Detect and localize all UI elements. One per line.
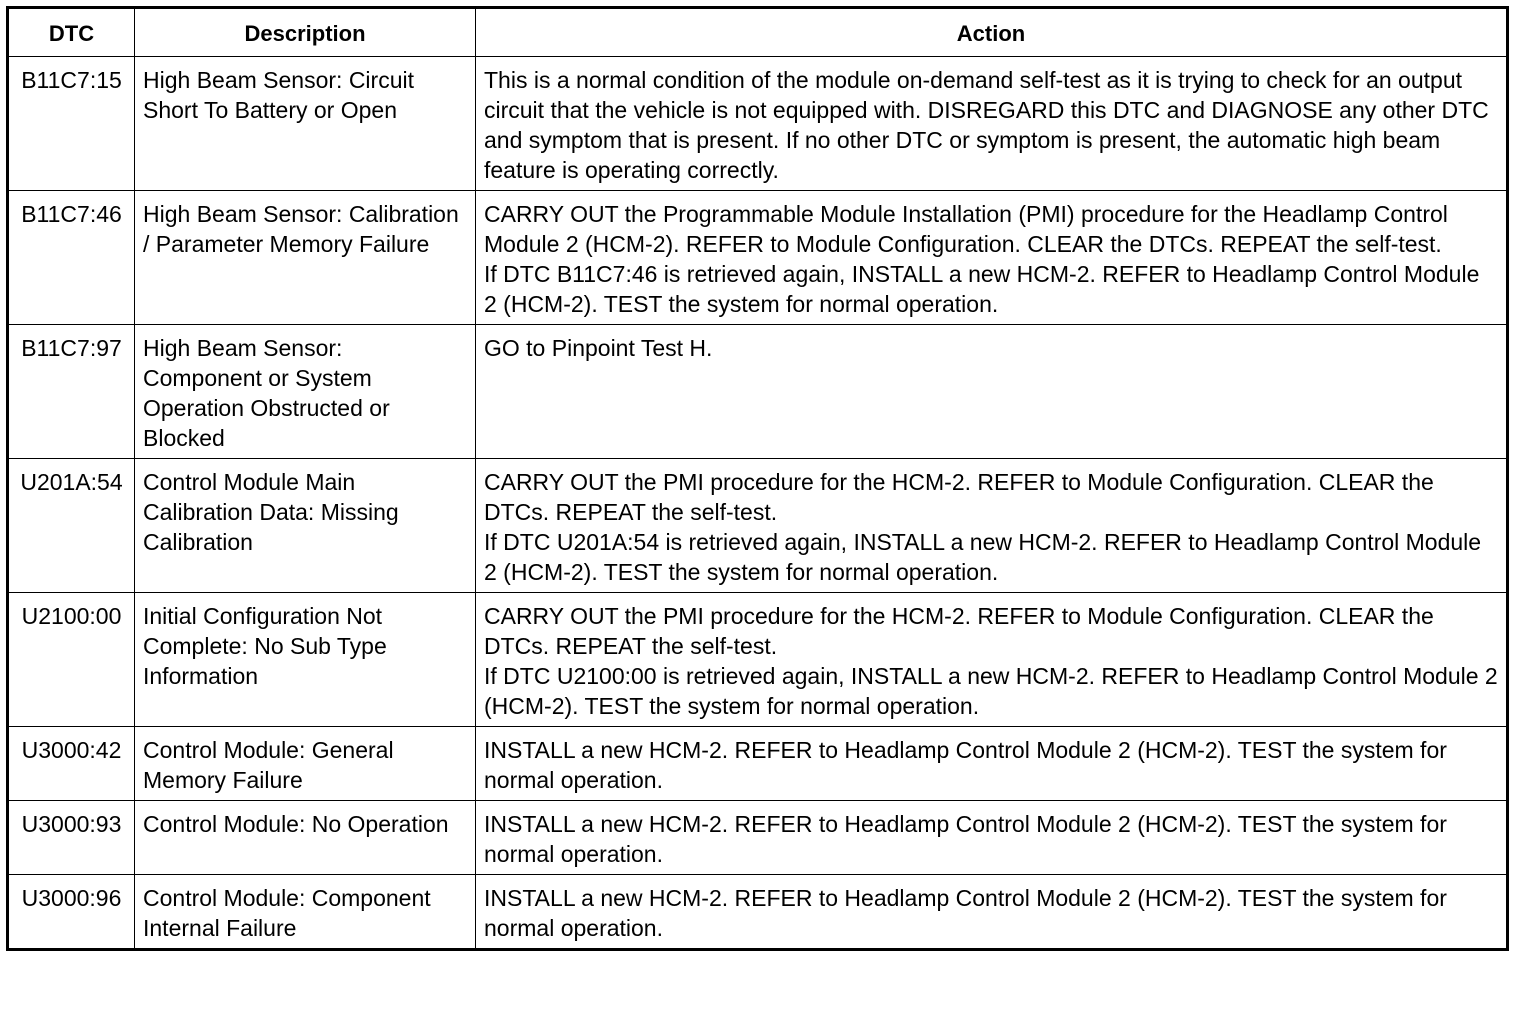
table-row [8,593,1508,727]
action-line: GO to Pinpoint Test H. [484,335,713,361]
dtc-code: B11C7:97 [8,325,135,459]
header-action: Action [476,8,1508,57]
action-line: If DTC U201A:54 is retrieved again, INSTALL a new HCM-2. REFER to Headlamp Control Module 2 (HCM-2). TEST the system for normal operation. [484,529,1482,585]
action-line: CARRY OUT the PMI procedure for the HCM-2. REFER to Module Configuration. CLEAR the DTCs. REPEAT the self-test. [484,469,1434,525]
header-description: Description [135,8,476,57]
dtc-action [476,57,1508,191]
table-row [8,459,1508,593]
dtc-code: B11C7:46 [8,191,135,325]
dtc-action [476,325,1508,459]
dtc-description: High Beam Sensor: Circuit Short To Battery or Open [135,57,476,191]
table-row [8,57,1508,191]
table-row [8,325,1508,459]
dtc-description: Control Module: General Memory Failure [135,727,476,801]
action-line: INSTALL a new HCM-2. REFER to Headlamp Control Module 2 (HCM-2). TEST the system for normal operation. [484,811,1447,867]
dtc-code: B11C7:15 [8,57,135,191]
dtc-action [476,727,1508,801]
table-row [8,875,1508,950]
action-line: CARRY OUT the PMI procedure for the HCM-2. REFER to Module Configuration. CLEAR the DTCs. REPEAT the self-test. [484,603,1434,659]
table-row [8,801,1508,875]
dtc-code: U3000:93 [8,801,135,875]
dtc-description: High Beam Sensor: Component or System Operation Obstructed or Blocked [135,325,476,459]
dtc-code: U3000:42 [8,727,135,801]
dtc-description: Control Module Main Calibration Data: Missing Calibration [135,459,476,593]
dtc-description: Control Module: No Operation [135,801,476,875]
dtc-action [476,459,1508,593]
dtc-description: High Beam Sensor: Calibration / Parameter Memory Failure [135,191,476,325]
dtc-action [476,875,1508,950]
action-line: INSTALL a new HCM-2. REFER to Headlamp Control Module 2 (HCM-2). TEST the system for normal operation. [484,885,1447,941]
dtc-action [476,593,1508,727]
action-line: If DTC U2100:00 is retrieved again, INSTALL a new HCM-2. REFER to Headlamp Control Module 2 (HCM-2). TEST the system for normal operation. [484,663,1498,719]
table-row [8,727,1508,801]
dtc-code: U2100:00 [8,593,135,727]
dtc-description: Initial Configuration Not Complete: No Sub Type Information [135,593,476,727]
dtc-code: U3000:96 [8,875,135,950]
header-dtc: DTC [8,8,135,57]
dtc-description: Control Module: Component Internal Failure [135,875,476,950]
action-line: CARRY OUT the Programmable Module Installation (PMI) procedure for the Headlamp Control Module 2 (HCM-2). REFER to Module Configuration. CLEAR the DTCs. REPEAT the self-test. [484,201,1448,257]
table-row [8,191,1508,325]
action-line: INSTALL a new HCM-2. REFER to Headlamp Control Module 2 (HCM-2). TEST the system for normal operation. [484,737,1447,793]
dtc-action [476,801,1508,875]
action-line: This is a normal condition of the module on-demand self-test as it is trying to check for an output circuit that the vehicle is not equipped with. DISREGARD this DTC and DIAGNOSE any other DTC and symptom that is present. If no other DTC or symptom is present, the automatic high beam feature is operating correctly. [484,67,1489,183]
header-row [8,8,1508,57]
dtc-code: U201A:54 [8,459,135,593]
dtc-table [6,6,1509,951]
action-line: If DTC B11C7:46 is retrieved again, INSTALL a new HCM-2. REFER to Headlamp Control Module 2 (HCM-2). TEST the system for normal operation. [484,261,1480,317]
dtc-action [476,191,1508,325]
